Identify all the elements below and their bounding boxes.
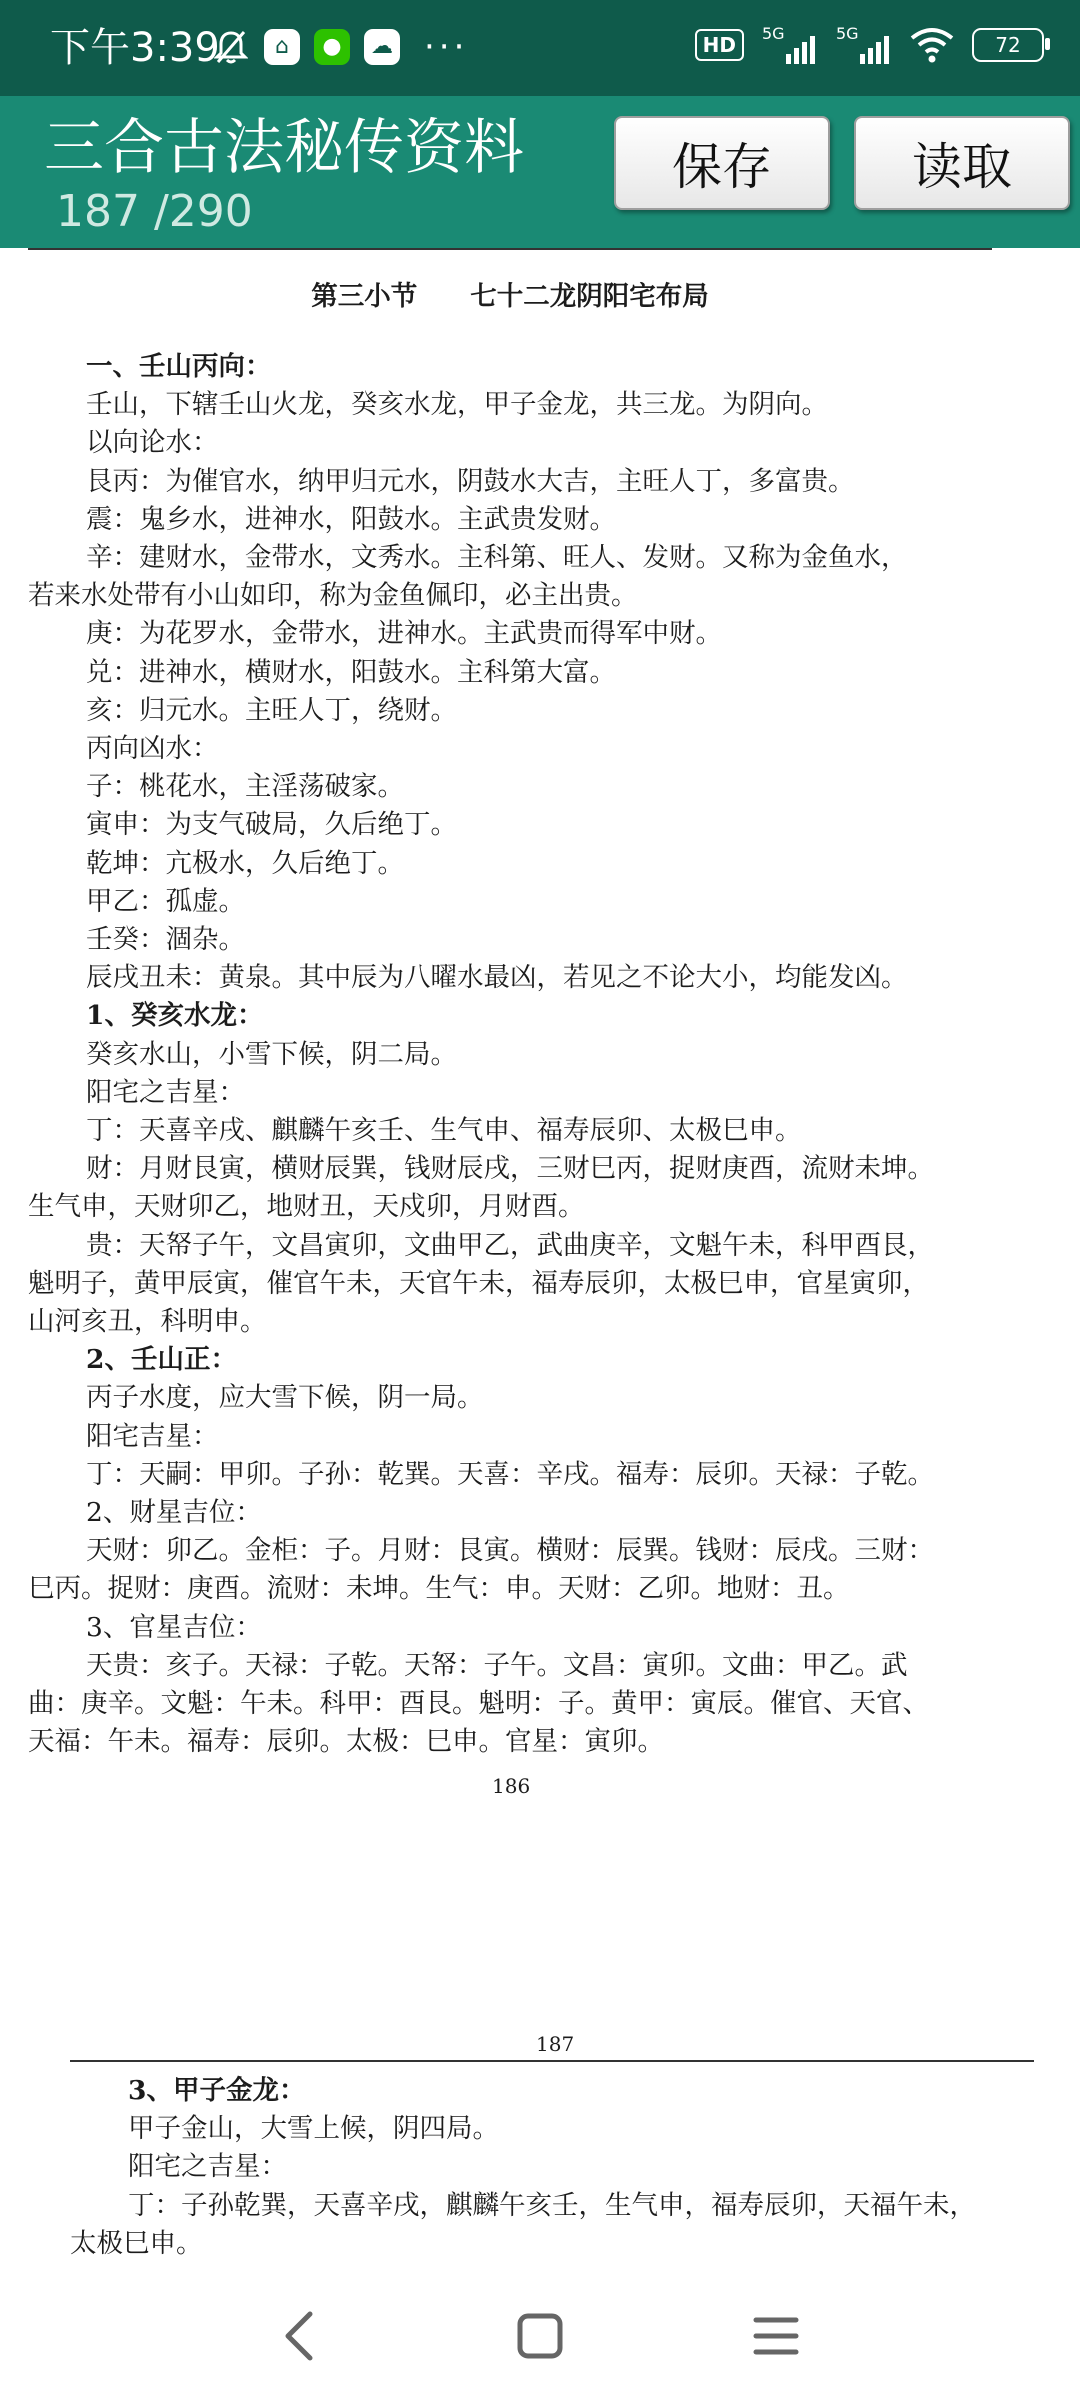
text-line: 辰戌丑未：黄泉。其中辰为八曜水最凶，若见之不论大小，均能发凶。 — [86, 962, 908, 994]
text-line: 天贵：亥子。天禄：子乾。天帑：子午。文昌：寅卯。文曲：甲乙。武 — [86, 1649, 908, 1681]
battery-icon: 72 — [972, 28, 1044, 62]
text-line: 辛：建财水，金带水，文秀水。主科第、旺人、发财。又称为金鱼水， — [86, 542, 908, 573]
text-line: 壬山，下辖壬山火龙，癸亥水龙，甲子金龙，共三龙。为阴向。 — [86, 389, 828, 421]
page-top-rule — [28, 248, 992, 250]
home-icon[interactable] — [500, 2296, 580, 2376]
text-line: 庚：为花罗水，金带水，进神水。主武贵而得军中财。 — [86, 618, 722, 650]
text-line: 癸亥水山，小雪下候，阴二局。 — [86, 1038, 457, 1070]
status-bar — [0, 0, 1080, 96]
text-line: 甲乙：孤虚。 — [86, 885, 245, 917]
app-title: 三合古法秘传资料 — [44, 113, 524, 183]
home-app-icon: ⌂ — [264, 29, 300, 65]
app-header — [0, 96, 1080, 248]
text-line: 甲子金山，大雪上候，阴四局。 — [128, 2113, 499, 2145]
cloud-app-icon: ☁ — [364, 29, 400, 65]
text-line: 丁：天嗣：甲卯。子孙：乾巽。天喜：辛戌。福寿：辰卯。天禄：子乾。 — [86, 1458, 934, 1490]
text-line: 阳宅之吉星： — [86, 1076, 245, 1108]
status-icons-right — [695, 26, 1044, 64]
more-notifications-icon: ··· — [424, 27, 469, 67]
text-line: 乾坤：亢极水，久后绝丁。 — [86, 847, 404, 879]
wechat-icon: ● — [314, 29, 350, 65]
signal-icon — [836, 26, 892, 64]
text-heading: 1、癸亥水龙： — [86, 1000, 264, 1032]
text-line: 丙子水度，应大雪下候，阴一局。 — [86, 1382, 484, 1414]
text-line: 子：桃花水，主淫荡破家。 — [86, 771, 404, 803]
page-counter: 187 /290 — [56, 186, 253, 237]
back-icon[interactable] — [262, 2296, 342, 2376]
text-line: 财：月财艮寅，横财辰巽，钱财辰戌，三财巳丙，捉财庚酉，流财未坤。 — [86, 1153, 934, 1185]
text-line: 天福：午未。福寿：辰卯。太极：巳申。官星：寅卯。 — [28, 1726, 664, 1758]
document-viewer[interactable] — [0, 248, 1080, 2272]
text-heading: 3、甲子金龙： — [128, 2075, 306, 2106]
page-number: 186 — [492, 1774, 531, 1798]
text-line: 2、财星吉位： — [86, 1497, 262, 1528]
network-type-label: 5G — [836, 24, 859, 43]
wifi-icon — [910, 26, 954, 64]
text-line: 亥：归元水。主旺人丁，绕财。 — [86, 694, 457, 726]
text-line: 山河亥丑，科明申。 — [28, 1306, 267, 1337]
signal-icon — [762, 26, 818, 64]
text-line: 丁：子孙乾巽，天喜辛戌，麒麟午亥壬，生气申，福寿辰卯，天福午未， — [128, 2189, 976, 2221]
load-button[interactable]: 读取 — [854, 116, 1070, 210]
menu-icon[interactable] — [736, 2296, 816, 2376]
text-line: 天财：卯乙。金柜：子。月财：艮寅。横财：辰巽。钱财：辰戌。三财： — [86, 1535, 934, 1567]
text-line: 生气申，天财卯乙，地财丑，天戍卯，月财酉。 — [28, 1191, 585, 1223]
navigation-bar — [0, 2272, 1080, 2400]
text-line: 贵：天帑子午，文昌寅卯，文曲甲乙，武曲庚辛，文魁午未，科甲酉艮， — [86, 1229, 934, 1261]
section-title: 第三小节 七十二龙阴阳宅布局 — [311, 281, 709, 312]
text-line: 巳丙。捉财：庚酉。流财：未坤。生气：申。天财：乙卯。地财：丑。 — [28, 1573, 850, 1605]
network-type-label: 5G — [762, 24, 785, 43]
save-button[interactable]: 保存 — [614, 116, 830, 210]
text-line: 丙向凶水： — [86, 733, 219, 764]
text-line: 以向论水： — [86, 427, 219, 459]
text-line: 魁明子，黄甲辰寅，催官午未，天官午未，福寿辰卯，太极巳申，官星寅卯， — [28, 1267, 929, 1299]
status-time: 下午3:39 — [50, 25, 220, 71]
text-line: 兑：进神水，横财水，阳鼓水。主科第大富。 — [86, 656, 616, 688]
status-icons-left — [212, 28, 468, 66]
text-line: 丁：天喜辛戌、麒麟午亥壬、生气申、福寿辰卯、太极巳申。 — [86, 1115, 802, 1146]
page-number: 187 — [536, 2032, 575, 2056]
text-line: 若来水处带有小山如印，称为金鱼佩印，必主出贵。 — [28, 580, 638, 612]
text-line: 寅申：为支气破局，久后绝丁。 — [86, 809, 457, 841]
text-line: 壬癸：涸杂。 — [86, 924, 245, 955]
text-line: 阳宅之吉星： — [128, 2151, 287, 2183]
text-line: 曲：庚辛。文魁：午未。科甲：酉艮。魁明：子。黄甲：寅辰。催官、天官、 — [28, 1688, 929, 1719]
muted-bell-icon — [212, 28, 250, 66]
text-line: 震：鬼乡水，进神水，阳鼓水。主武贵发财。 — [86, 503, 616, 535]
hd-voice-badge: HD — [695, 29, 744, 61]
text-line: 3、官星吉位： — [86, 1611, 262, 1643]
text-line: 阳宅吉星： — [86, 1420, 219, 1452]
text-line: 艮丙：为催官水，纳甲归元水，阴鼓水大吉，主旺人丁，多富贵。 — [86, 465, 855, 497]
text-heading: 一、壬山丙向： — [86, 351, 272, 382]
text-heading: 2、壬山正： — [86, 1344, 237, 1376]
page-top-rule — [70, 2060, 1034, 2062]
text-line: 太极巳申。 — [70, 2227, 203, 2259]
